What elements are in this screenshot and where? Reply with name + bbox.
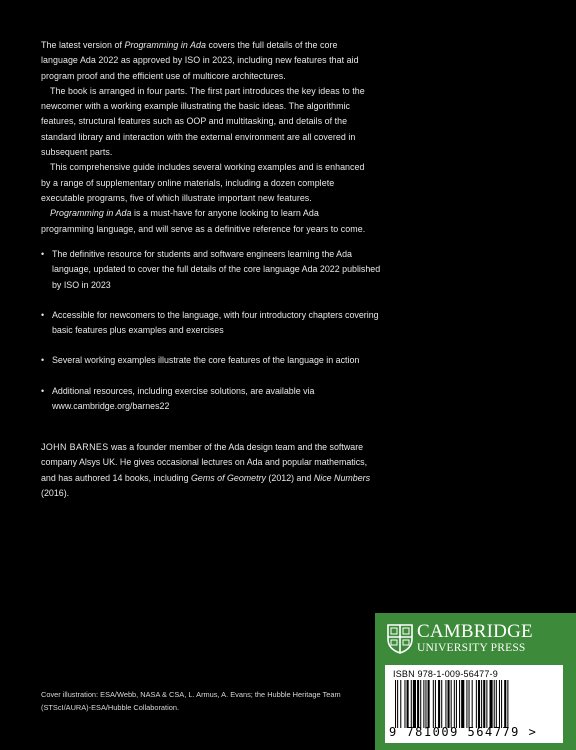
isbn-label: ISBN 978-1-009-56477-9 <box>393 669 498 679</box>
list-item: • Additional resources, including exercise solutions, are available via www.cambridge.org/barnes22 <box>41 385 315 412</box>
bullet-icon: • <box>41 355 45 366</box>
cover-credit: Cover illustration: ESA/Webb, NASA & CSA, L. Armus, A. Evans; the Hubble Heritage Team (STScI/AURA)-ESA/Hubble Collaboration. <box>41 690 341 712</box>
barcode-digits: 9 781009 564779 > <box>389 725 538 739</box>
blurb <box>41 38 371 237</box>
publisher-name: CAMBRIDGE UNIVERSITY PRESS <box>417 621 533 654</box>
book-title: Gems of Geometry <box>191 472 266 483</box>
bullet-icon: • <box>41 385 45 396</box>
author-name: JOHN BARNES <box>41 442 109 452</box>
blurb-paragraph-4: Programming in Ada is a must-have for anyone looking to learn Ada programming language, and will serve as a definitive reference for years to come. <box>41 208 366 234</box>
bullet-icon: • <box>41 249 45 259</box>
blurb-paragraph-3: This comprehensive guide includes several working examples and is enhanced by a range of supplementary online materials, including a dozen complete executable programs, five of which illustrate important new features. <box>41 162 365 203</box>
blurb-paragraph-1: The latest version of Programming in Ada covers the full details of the core language Ada 2022 as approved by ISO in 2023, including new features that aid program proof and the efficient use of multicore architectures. <box>41 40 359 81</box>
list-item: • Several working examples illustrate the core features of the language in action <box>41 353 381 368</box>
shield-icon <box>387 624 413 654</box>
book-title: Programming in Ada <box>50 208 132 219</box>
author-bio: JOHN BARNES was a founder member of the Ada design team and the software company Alsys UK. He gives occasional lectures on Ada and popular mathematics, and has authored 14 books, including Gems of Geometry (2012) and Nice Numbers (2016). <box>41 442 371 498</box>
barcode-box <box>385 665 563 743</box>
feature-list <box>41 247 381 429</box>
list-item: • The definitive resource for students and software engineers learning the Ada language, updated to cover the full details of the core language Ada 2022 published by ISO in 2023 <box>41 249 381 290</box>
book-title: Programming in Ada <box>124 40 206 50</box>
publisher-panel <box>375 613 576 750</box>
book-title: Nice Numbers <box>313 472 371 483</box>
list-item: • Accessible for newcomers to the language, with four introductory chapters covering basic features plus examples and exercises <box>41 309 379 336</box>
blurb-paragraph-2: The book is arranged in four parts. The first part introduces the key ideas to the newcomer with a working example illustrating the basic ideas. The algorithmic features, structural features such as OOP and multitasking, and details of the standard library and interaction with the external environment are all covered in subsequent parts. <box>41 85 365 158</box>
bullet-icon: • <box>41 309 45 320</box>
barcode-icon <box>393 680 557 728</box>
